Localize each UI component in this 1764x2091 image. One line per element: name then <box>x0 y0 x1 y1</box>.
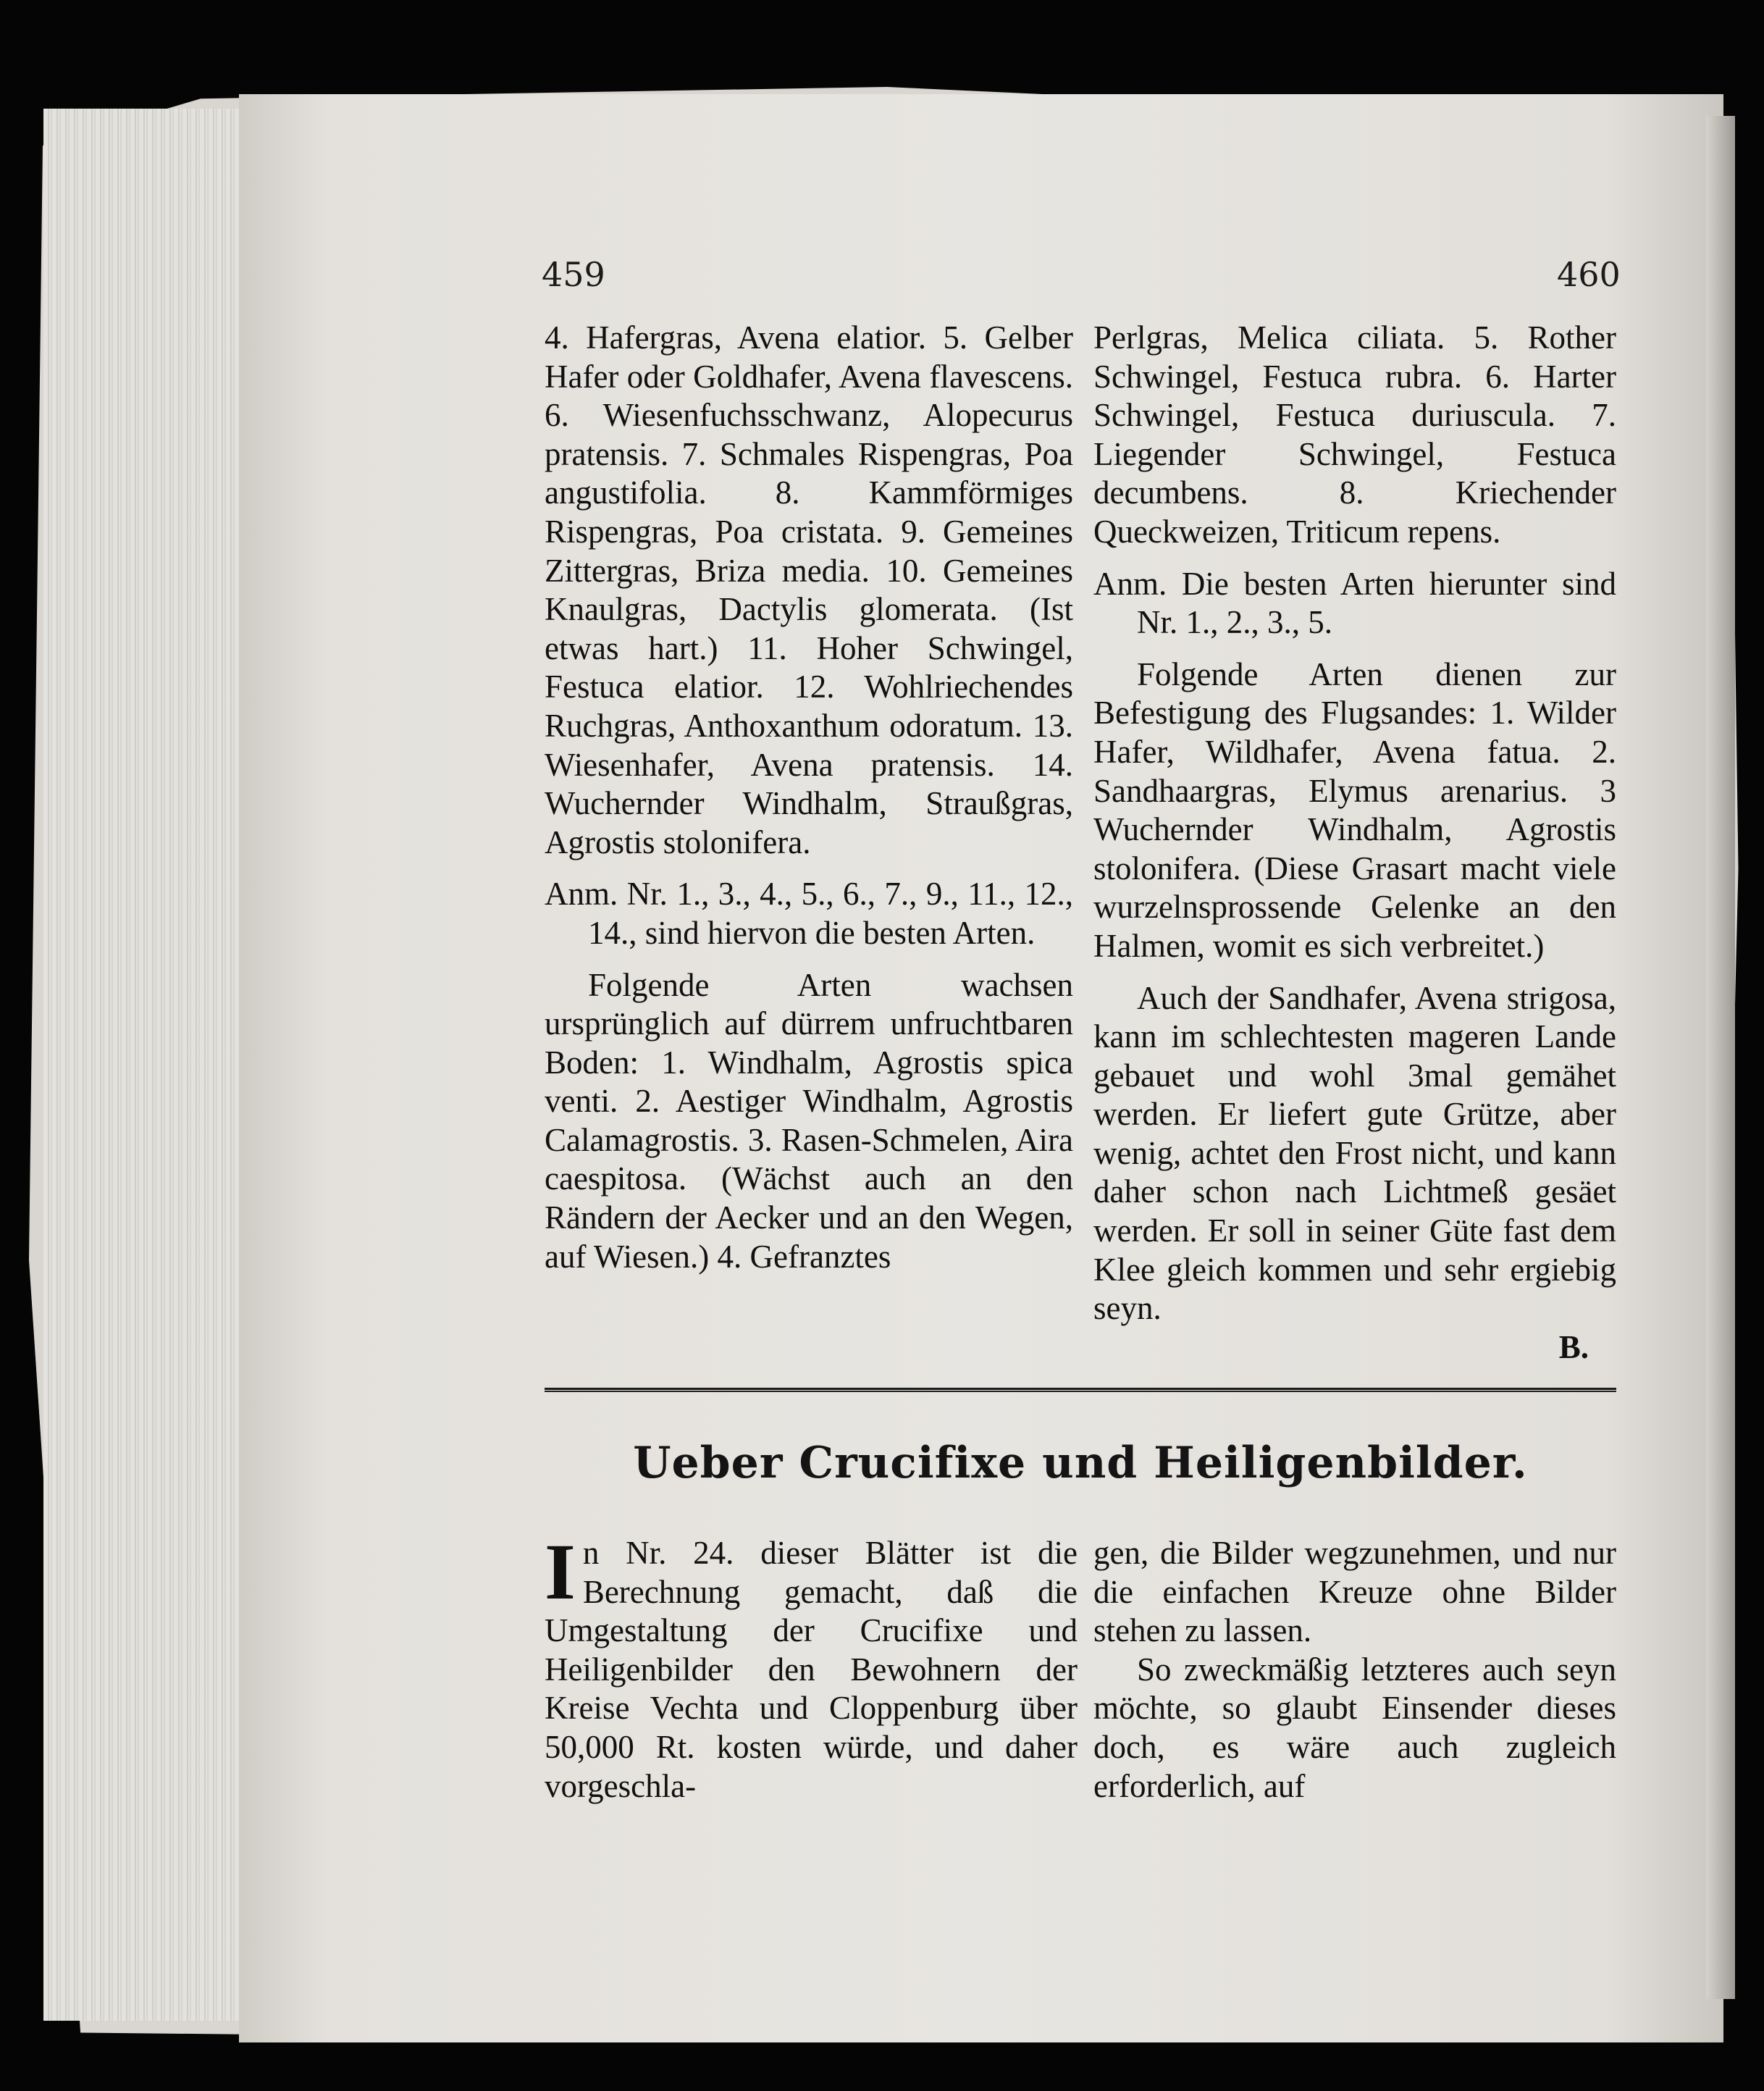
paragraph-sandhafer: Auch der Sandhafer, Avena strigosa, kann im schlechtesten mageren Lande gebauet und wohl 3mal gemähet werden. Er liefert gute Grütze, aber wenig, achtet den Frost nicht, und kann daher schon nach Lichtmeß gesäet werden. Er soll in seiner Güte fast dem Klee gleich kommen und sehr ergiebig seyn. <box>1093 979 1616 1327</box>
page-number-left: 459 <box>542 255 605 294</box>
right-page-edge <box>1706 116 1735 1999</box>
paragraph-note-best: Anm. Die besten Arten hierunter sind Nr. 1., 2., 3., 5. <box>1093 565 1616 641</box>
column-right-top <box>1093 319 1616 1367</box>
article-text-right-2: So zweckmäßig letzteres auch seyn möchte, so glaubt Einsender dieses doch, es wäre auch zugleich erforderlich, auf <box>1093 1651 1616 1804</box>
page-edges <box>43 109 261 2021</box>
paragraph-grass-list: 4. Hafergras, Avena elatior. 5. Gelber Hafer oder Goldhafer, Avena flavescens. 6. Wiesenfuchsschwanz, Alopecurus pratensis. 7. Schmales Rispengras, Poa angustifolia. 8. Kammförmiges Rispengras, Poa cristata. 9. Gemeines Zittergras, Briza media. 10. Gemeines Knaulgras, Dactylis glomerata. (Ist etwas hart.) 11. Hoher Schwingel, Festuca elatior. 12. Wohlriechendes Ruchgras, Anthoxanthum odoratum. 13. Wiesenhafer, Avena pratensis. 14. Wuchernder Windhalm, Straußgras, Agrostis stolonifera. <box>545 319 1073 860</box>
paragraph-note: Anm. Nr. 1., 3., 4., 5., 6., 7., 9., 11., 12., 14., sind hiervon die besten Arten. <box>545 876 1073 951</box>
signature: B. <box>1558 1328 1589 1365</box>
article-title: Ueber Crucifixe und Heiligenbilder. <box>633 1438 1528 1488</box>
article-column-left <box>545 1528 1078 1806</box>
drop-cap: I <box>545 1528 576 1616</box>
column-left-top <box>545 319 1073 1276</box>
section-divider <box>545 1388 1616 1392</box>
paragraph-grass-list-cont: Perlgras, Melica ciliata. 5. Rother Schwingel, Festuca rubra. 6. Harter Schwingel, Festuca duriuscula. 7. Liegender Schwingel, Festuca decumbens. 8. Kriechender Queckweizen, Triticum repens. <box>1093 319 1616 550</box>
page-number-right: 460 <box>1557 255 1621 294</box>
paragraph-flugsand: Folgende Arten dienen zur Befestigung des Flugsandes: 1. Wilder Hafer, Wildhafer, Avena fatua. 2. Sandhaargras, Elymus arenarius. 3 Wuchernder Windhalm, Agrostis stolonifera. (Diese Grasart macht viele wurzelnsprossende Gelenke an den Halmen, womit es sich verbreitet.) <box>1093 655 1616 964</box>
article-text-right-1: gen, die Bilder wegzunehmen, und nur die einfachen Kreuze ohne Bilder stehen zu lassen. <box>1093 1535 1616 1649</box>
article-text-left: n Nr. 24. dieser Blätter ist die Berechnung gemacht, daß die Umgestaltung der Crucifixe und Heiligenbilder den Bewohnern der Kreise Vechta und Cloppenburg über 50,000 Rt. kosten würde, und daher vorgeschla- <box>545 1535 1078 1804</box>
paragraph-dry-soil: Folgende Arten wachsen ursprünglich auf dürrem unfruchtbaren Boden: 1. Windhalm, Agrostis spica venti. 2. Aestiger Windhalm, Agrostis Calamagrostis. 3. Rasen-Schmelen, Aira caespitosa. (Wächst auch an den Rändern der Aecker und an den Wegen, auf Wiesen.) 4. Gefranztes <box>545 966 1073 1275</box>
article-column-right <box>1093 1534 1616 1806</box>
